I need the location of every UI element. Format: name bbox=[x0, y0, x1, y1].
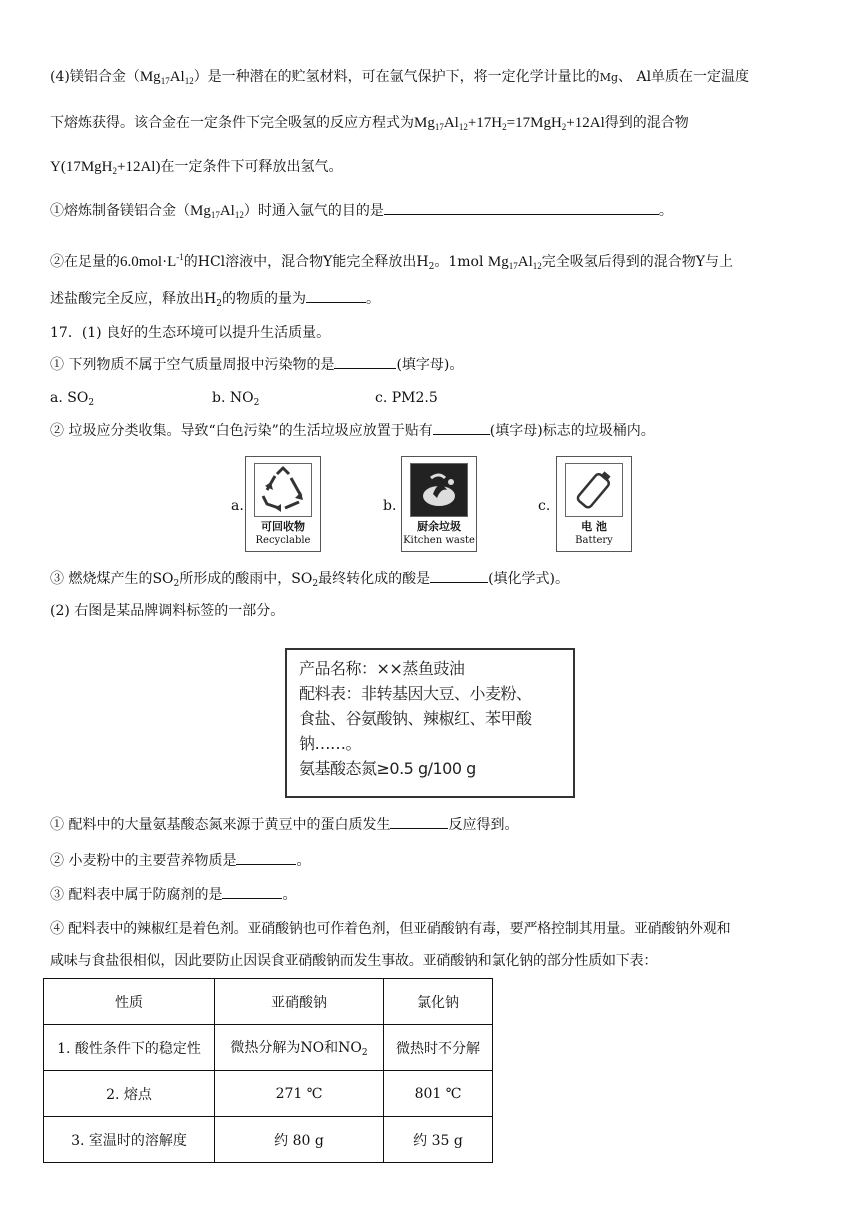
text: (填化学式)。 bbox=[488, 571, 570, 587]
table-cell: 271 ℃ bbox=[215, 1071, 384, 1117]
text: 反应得到。 bbox=[448, 817, 519, 833]
text: 得到的混合物 bbox=[604, 115, 689, 131]
q17-s4-line2: 咸味与食盐很相似，因此要防止因误食亚硝酸钠而发生事故。亚硝酸钠和氯化钠的部分性质如下表： bbox=[50, 953, 658, 969]
subscript: 2 bbox=[312, 579, 319, 589]
text: ③ 燃烧煤产生的SO bbox=[50, 571, 174, 587]
text: ② 小麦粉中的主要营养物质是 bbox=[50, 853, 237, 869]
q16-sub1 bbox=[50, 200, 673, 226]
subscript: 2 bbox=[173, 579, 180, 589]
table-header: 亚硝酸钠 bbox=[215, 979, 384, 1025]
sign-en-label: Kitchen waste bbox=[403, 535, 475, 546]
text: 、 bbox=[618, 69, 632, 85]
answer-blank[interactable] bbox=[430, 568, 488, 583]
properties-table bbox=[43, 978, 493, 1163]
table-row bbox=[44, 1025, 493, 1071]
q16-line2 bbox=[50, 112, 689, 138]
text: ① 配料中的大量氨基酸态氮来源于黄豆中的蛋白质发生 bbox=[50, 817, 391, 833]
text: ）时通入氩气的目的是 bbox=[243, 203, 384, 219]
alloy-formula: $Mg_{17}Al_{12}$ bbox=[139, 69, 194, 86]
sign-en-label: Battery bbox=[575, 535, 613, 546]
battery-icon bbox=[565, 463, 623, 517]
table-cell: 2. 熔点 bbox=[44, 1071, 215, 1117]
q17-s2 bbox=[50, 850, 310, 872]
q17-header: 17．(1) 良好的生态环境可以提升生活质量。 bbox=[50, 325, 331, 341]
text: 单质在一定温度 bbox=[651, 69, 750, 85]
table-header: 性质 bbox=[44, 979, 215, 1025]
table-cell: 801 ℃ bbox=[384, 1071, 493, 1117]
q17-q2 bbox=[50, 420, 655, 442]
text: 。 bbox=[658, 203, 673, 219]
al-symbol: Al bbox=[636, 69, 652, 85]
text: (填字母)标志的垃圾桶内。 bbox=[489, 423, 655, 439]
option-b: b. $NO_2$ bbox=[212, 390, 260, 408]
q16-line3 bbox=[50, 156, 342, 182]
text: 完全吸氢后得到的混合物Y与上 bbox=[541, 254, 733, 270]
sign-letter-b: b. bbox=[383, 498, 397, 514]
answer-blank[interactable] bbox=[384, 200, 659, 215]
q16-line1 bbox=[50, 66, 749, 92]
text: ）是一种潜在的贮氢材料，可在氩气保护下，将一定化学计量比的 bbox=[193, 69, 600, 85]
alloy-formula: $Mg_{17}Al_{12}$ bbox=[487, 254, 542, 271]
q16-sub2-line2 bbox=[50, 288, 380, 315]
table-cell: 微热时不分解 bbox=[384, 1025, 493, 1071]
text: 最终转化成的酸是 bbox=[318, 571, 431, 587]
sign-cn-label: 电 池 bbox=[581, 520, 607, 533]
answer-blank[interactable] bbox=[334, 354, 396, 369]
sign-cn-label: 可回收物 bbox=[261, 520, 305, 533]
seasoning-label bbox=[285, 648, 575, 798]
answer-blank[interactable] bbox=[222, 884, 282, 899]
text: 所形成的酸雨中，SO bbox=[179, 571, 313, 587]
text: ① 下列物质不属于空气质量周报中污染物的是 bbox=[50, 357, 335, 373]
recycle-icon bbox=[254, 463, 312, 517]
answer-blank[interactable] bbox=[236, 850, 296, 865]
sign-letter-c: c. bbox=[538, 498, 551, 514]
alloy-formula: $Mg_{17}Al_{12}$ bbox=[190, 203, 244, 220]
text: 下熔炼获得。该合金在一定条件下完全吸氢的反应方程式为 bbox=[50, 115, 414, 131]
sign-letter-a: a. bbox=[231, 498, 244, 514]
text: ①熔炼制备镁铝合金（ bbox=[50, 203, 190, 219]
table-header: 氯化钠 bbox=[384, 979, 493, 1025]
concentration: $6.0mol\cdot L^{-1}$ bbox=[120, 252, 184, 270]
text: 的物质的量为 bbox=[221, 291, 306, 307]
subscript: 2 bbox=[216, 299, 222, 309]
text: ③ 配料表中属于防腐剂的是 bbox=[50, 887, 223, 903]
label-line: 产品名称：××蒸鱼豉油 bbox=[299, 659, 465, 678]
option-a: a. $SO_2$ bbox=[50, 390, 95, 408]
text: 。 bbox=[365, 291, 380, 307]
q17-s1 bbox=[50, 814, 518, 836]
q17-q1 bbox=[50, 354, 463, 376]
mg-symbol: Mg bbox=[599, 71, 618, 84]
text: ② 垃圾应分类收集。导致“白色污染”的生活垃圾应放置于贴有 bbox=[50, 423, 433, 439]
sign-en-label: Recyclable bbox=[255, 535, 311, 546]
table-cell: 约 80 g bbox=[215, 1117, 384, 1163]
sign-cn-label: 厨余垃圾 bbox=[417, 520, 461, 533]
q17-part2: (2) 右图是某品牌调料标签的一部分。 bbox=[50, 603, 285, 619]
text: 。 bbox=[296, 853, 311, 869]
reaction-equation: $Mg_{17}Al_{12}+17H_2=17MgH_2+12Al$ bbox=[414, 115, 605, 132]
text: 的HCl溶液中，混合物Y能完全释放出H bbox=[183, 254, 429, 270]
option-c: c. PM2.5 bbox=[375, 390, 438, 406]
label-line: 配料表：非转基因大豆、小麦粉、 bbox=[299, 684, 532, 703]
label-line: 钠……。 bbox=[299, 734, 362, 753]
table-row bbox=[44, 1117, 493, 1163]
answer-blank[interactable] bbox=[306, 288, 366, 303]
battery-sign bbox=[556, 456, 632, 552]
kitchen-waste-sign bbox=[401, 456, 477, 552]
text: 述盐酸完全反应，释放出H bbox=[50, 291, 217, 307]
table-row bbox=[44, 1071, 493, 1117]
answer-blank[interactable] bbox=[433, 420, 490, 435]
q17-s4-line1: ④ 配料表中的辣椒红是着色剂。亚硝酸钠也可作着色剂，但亚硝酸钠有毒，要严格控制其用量。亚硝酸钠外观和 bbox=[50, 921, 731, 937]
table-cell: 微热分解为NO和$NO_2$ bbox=[215, 1025, 384, 1071]
text: (填字母)。 bbox=[396, 357, 464, 373]
q17-q3 bbox=[50, 568, 569, 595]
label-line: 食盐、谷氨酸钠、辣椒红、苯甲酸 bbox=[299, 709, 532, 728]
q16-sub2 bbox=[50, 246, 733, 278]
text: 在一定条件下可释放出氢气。 bbox=[160, 159, 343, 175]
text: ②在足量的 bbox=[50, 254, 120, 270]
text: (4)镁铝合金（ bbox=[50, 69, 140, 85]
table-cell: 约 35 g bbox=[384, 1117, 493, 1163]
q17-s3 bbox=[50, 884, 296, 906]
table-cell: 1. 酸性条件下的稳定性 bbox=[44, 1025, 215, 1071]
subscript: 2 bbox=[428, 262, 435, 272]
table-cell: 3. 室温时的溶解度 bbox=[44, 1117, 215, 1163]
table-header-row bbox=[44, 979, 493, 1025]
text: 。 bbox=[282, 887, 297, 903]
recyclable-sign bbox=[245, 456, 321, 552]
answer-blank[interactable] bbox=[390, 814, 448, 829]
kitchen-waste-icon bbox=[410, 463, 468, 517]
label-line: 氨基酸态氮≥0.5 g/100 g bbox=[299, 759, 476, 778]
text: 。1mol bbox=[434, 254, 484, 270]
mixture-formula: Y(17MgH$_2$+12Al) bbox=[50, 159, 161, 176]
